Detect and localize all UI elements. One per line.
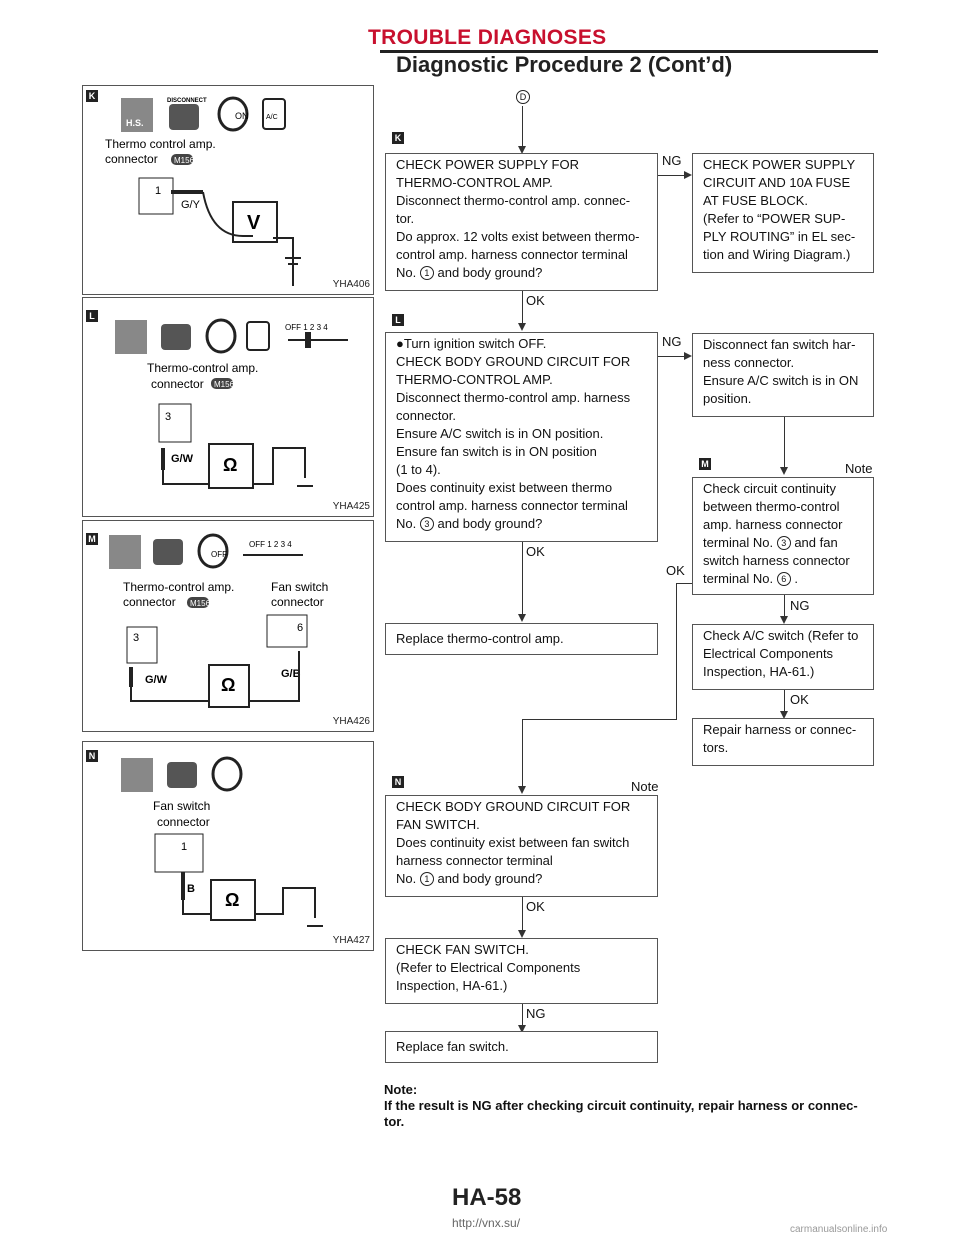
step-check-power-circuit-fuse: CHECK POWER SUPPLY CIRCUIT AND 10A FUSE AT FUSE BLOCK. (Refer to “POWER SUP- PLY ROUTING” in EL sec- tion and Wiring Diagram.)	[692, 153, 874, 273]
svg-text:connector: connector	[105, 152, 158, 166]
svg-text:1: 1	[181, 841, 188, 853]
figure-code: YHA426	[332, 716, 370, 727]
ok-label: OK	[666, 563, 685, 578]
svg-text:Ω: Ω	[225, 890, 240, 910]
connector-label: Thermo control amp.	[105, 137, 216, 151]
on-label: ON	[235, 111, 249, 121]
step-check-body-ground-fan: CHECK BODY GROUND CIRCUIT FOR FAN SWITCH. Does continuity exist between fan switch harness connector terminal No. 1 and body ground?	[385, 795, 658, 897]
figure-code: YHA427	[332, 935, 370, 946]
wiring-illustration	[83, 521, 373, 731]
step-repair-harness: Repair harness or connec- tors.	[692, 718, 874, 766]
step-check-body-ground-thermo: ●Turn ignition switch OFF. CHECK BODY GROUND CIRCUIT FOR THERMO-CONTROL AMP. Disconnect thermo-control amp. harness connector. Ensure A/C switch is in ON position. Ensure fan switch is in ON position (1 to 4). Does continuity exist between thermo control amp. harness connector terminal No. 3 and body ground?	[385, 332, 658, 542]
flow-marker-l: L	[392, 314, 404, 326]
marker-k: K	[86, 90, 98, 102]
diagram-panel-yha426	[82, 520, 374, 732]
svg-text:Ω: Ω	[223, 455, 238, 475]
ok-label: OK	[526, 293, 545, 308]
footnote: Note: If the result is NG after checking circuit continuity, repair harness or connec- tor.	[384, 1082, 858, 1129]
svg-text:connector: connector	[157, 815, 210, 829]
step-check-circuit-continuity: Check circuit continuity between thermo-control amp. harness connector terminal No. 3 and fan switch harness connector terminal No. 6 .	[692, 477, 874, 595]
hs-label: H.S.	[126, 118, 144, 128]
svg-text:V: V	[247, 212, 261, 234]
figure-code: YHA406	[332, 279, 370, 290]
marker-n: N	[86, 750, 98, 762]
step-check-ac-switch: Check A/C switch (Refer to Electrical Components Inspection, HA-61.)	[692, 624, 874, 690]
svg-text:M156: M156	[174, 156, 195, 165]
page-title: Diagnostic Procedure 2 (Cont’d)	[396, 52, 733, 77]
note-label: Note	[631, 779, 659, 794]
ok-label: OK	[526, 544, 545, 559]
svg-text:OFF 1 2 3 4: OFF 1 2 3 4	[249, 540, 292, 549]
marker-l: L	[86, 310, 98, 322]
svg-text:1: 1	[155, 185, 162, 197]
wiring-illustration	[83, 86, 373, 294]
step-replace-thermo-amp: Replace thermo-control amp.	[385, 623, 658, 655]
svg-text:M156: M156	[214, 380, 235, 389]
ng-label: NG	[662, 334, 682, 349]
svg-text:connector: connector	[123, 595, 176, 609]
svg-text:M156: M156	[190, 599, 211, 608]
svg-text:OFF 1 2 3 4: OFF 1 2 3 4	[285, 323, 328, 332]
svg-text:G/W: G/W	[171, 453, 193, 465]
svg-text:Fan switch: Fan switch	[153, 799, 211, 813]
ng-label: NG	[526, 1006, 546, 1021]
svg-text:connector: connector	[151, 377, 204, 391]
start-connector-d: D	[516, 90, 530, 104]
ng-label: NG	[790, 598, 810, 613]
svg-text:Ω: Ω	[221, 675, 236, 695]
svg-text:3: 3	[165, 411, 172, 423]
wiring-illustration	[83, 298, 373, 516]
svg-text:Thermo-control amp.: Thermo-control amp.	[123, 580, 235, 594]
figure-code: YHA425	[332, 501, 370, 512]
svg-text:G/W: G/W	[145, 674, 167, 686]
svg-text:Thermo-control amp.: Thermo-control amp.	[147, 361, 259, 375]
diagram-panel-yha406	[82, 85, 374, 295]
svg-text:G/Y: G/Y	[181, 199, 200, 211]
ok-label: OK	[526, 899, 545, 914]
note-label: Note	[845, 461, 873, 476]
step-replace-fan-switch: Replace fan switch.	[385, 1031, 658, 1063]
flow-line	[522, 106, 523, 150]
marker-m: M	[86, 533, 98, 545]
svg-text:G/B: G/B	[281, 668, 301, 680]
watermark: carmanualsonline.info	[790, 1224, 888, 1235]
svg-text:6: 6	[297, 622, 304, 634]
svg-text:connector: connector	[271, 595, 324, 609]
diagram-panel-yha427	[82, 741, 374, 951]
step-check-power-supply: CHECK POWER SUPPLY FOR THERMO-CONTROL AMP. Disconnect thermo-control amp. connec- tor. Do approx. 12 volts exist between thermo- control amp. harness connector terminal No. 1 and body ground?	[385, 153, 658, 291]
step-check-fan-switch: CHECK FAN SWITCH. (Refer to Electrical Components Inspection, HA-61.)	[385, 938, 658, 1004]
disconnect-label: DISCONNECT	[167, 98, 207, 104]
svg-text:B: B	[187, 883, 195, 895]
step-disconnect-fan-switch: Disconnect fan switch har- ness connector. Ensure A/C switch is in ON position.	[692, 333, 874, 417]
wiring-illustration	[83, 742, 373, 950]
ac-label: A/C	[266, 114, 278, 121]
flow-marker-m: M	[699, 458, 711, 470]
page-number: HA-58	[452, 1184, 522, 1211]
diagram-panel-yha425	[82, 297, 374, 517]
flow-marker-n: N	[392, 776, 404, 788]
ng-label: NG	[662, 153, 682, 168]
svg-text:OFF: OFF	[211, 550, 227, 559]
section-title: TROUBLE DIAGNOSES	[368, 26, 607, 49]
svg-text:Fan switch: Fan switch	[271, 580, 329, 594]
flow-marker-k: K	[392, 132, 404, 144]
svg-text:3: 3	[133, 632, 140, 644]
source-url[interactable]: http://vnx.su/	[452, 1216, 521, 1230]
ok-label: OK	[790, 692, 809, 707]
